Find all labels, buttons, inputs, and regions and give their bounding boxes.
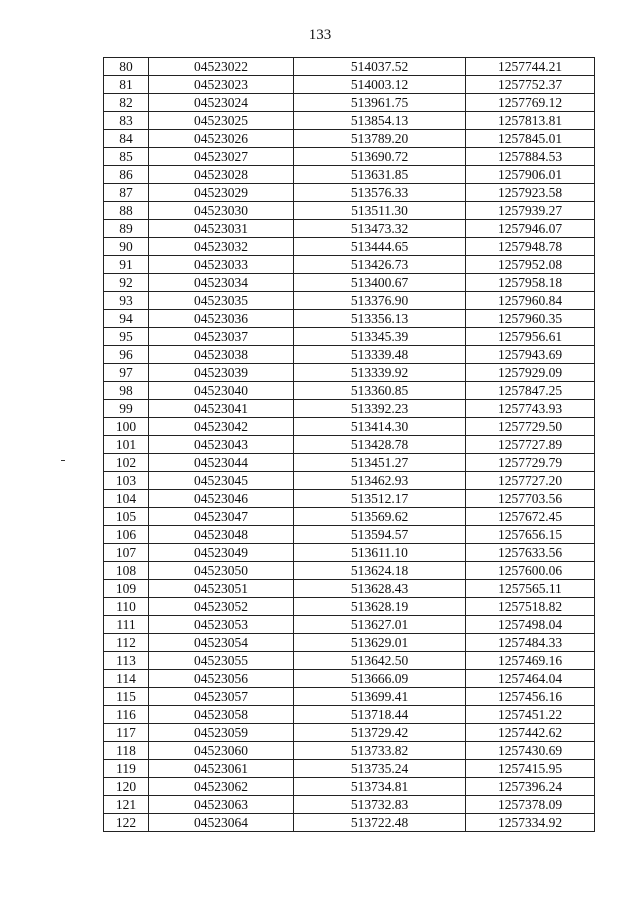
y-coordinate-cell: 1257960.84 — [466, 292, 595, 310]
y-coordinate-cell: 1257727.89 — [466, 436, 595, 454]
point-code-cell: 04523063 — [149, 796, 294, 814]
y-coordinate-cell: 1257565.11 — [466, 580, 595, 598]
point-number-cell: 102 — [104, 454, 149, 472]
table-row — [104, 598, 595, 616]
point-code-cell: 04523059 — [149, 724, 294, 742]
point-number-cell: 101 — [104, 436, 149, 454]
x-coordinate-cell: 513690.72 — [294, 148, 466, 166]
table-row — [104, 418, 595, 436]
y-coordinate-cell: 1257396.24 — [466, 778, 595, 796]
y-coordinate-cell: 1257415.95 — [466, 760, 595, 778]
y-coordinate-cell: 1257656.15 — [466, 526, 595, 544]
table-row — [104, 490, 595, 508]
point-code-cell: 04523027 — [149, 148, 294, 166]
x-coordinate-cell: 513627.01 — [294, 616, 466, 634]
point-code-cell: 04523041 — [149, 400, 294, 418]
point-number-cell: 95 — [104, 328, 149, 346]
point-number-cell: 99 — [104, 400, 149, 418]
x-coordinate-cell: 513729.42 — [294, 724, 466, 742]
point-number-cell: 112 — [104, 634, 149, 652]
table-row — [104, 544, 595, 562]
table-row — [104, 274, 595, 292]
table-row — [104, 364, 595, 382]
point-number-cell: 85 — [104, 148, 149, 166]
point-code-cell: 04523035 — [149, 292, 294, 310]
point-number-cell: 117 — [104, 724, 149, 742]
y-coordinate-cell: 1257845.01 — [466, 130, 595, 148]
table-row — [104, 346, 595, 364]
x-coordinate-cell: 513360.85 — [294, 382, 466, 400]
y-coordinate-cell: 1257334.92 — [466, 814, 595, 832]
y-coordinate-cell: 1257727.20 — [466, 472, 595, 490]
x-coordinate-cell: 513718.44 — [294, 706, 466, 724]
y-coordinate-cell: 1257744.21 — [466, 58, 595, 76]
table-row — [104, 562, 595, 580]
table-row — [104, 112, 595, 130]
point-code-cell: 04523033 — [149, 256, 294, 274]
point-code-cell: 04523054 — [149, 634, 294, 652]
x-coordinate-cell: 513961.75 — [294, 94, 466, 112]
x-coordinate-cell: 513400.67 — [294, 274, 466, 292]
x-coordinate-cell: 513642.50 — [294, 652, 466, 670]
margin-mark — [61, 460, 65, 461]
point-code-cell: 04523030 — [149, 202, 294, 220]
point-code-cell: 04523047 — [149, 508, 294, 526]
table-row — [104, 148, 595, 166]
x-coordinate-cell: 513414.30 — [294, 418, 466, 436]
y-coordinate-cell: 1257939.27 — [466, 202, 595, 220]
x-coordinate-cell: 513733.82 — [294, 742, 466, 760]
table-row — [104, 94, 595, 112]
point-number-cell: 114 — [104, 670, 149, 688]
table-row — [104, 310, 595, 328]
point-code-cell: 04523057 — [149, 688, 294, 706]
table-row — [104, 58, 595, 76]
table-row — [104, 202, 595, 220]
x-coordinate-cell: 513732.83 — [294, 796, 466, 814]
y-coordinate-cell: 1257884.53 — [466, 148, 595, 166]
x-coordinate-cell: 513611.10 — [294, 544, 466, 562]
point-code-cell: 04523049 — [149, 544, 294, 562]
x-coordinate-cell: 513392.23 — [294, 400, 466, 418]
table-row — [104, 400, 595, 418]
table-row — [104, 814, 595, 832]
point-code-cell: 04523034 — [149, 274, 294, 292]
point-code-cell: 04523048 — [149, 526, 294, 544]
table-row — [104, 526, 595, 544]
y-coordinate-cell: 1257906.01 — [466, 166, 595, 184]
point-number-cell: 118 — [104, 742, 149, 760]
point-code-cell: 04523058 — [149, 706, 294, 724]
point-number-cell: 91 — [104, 256, 149, 274]
x-coordinate-cell: 513666.09 — [294, 670, 466, 688]
point-number-cell: 105 — [104, 508, 149, 526]
point-code-cell: 04523046 — [149, 490, 294, 508]
point-number-cell: 94 — [104, 310, 149, 328]
x-coordinate-cell: 513735.24 — [294, 760, 466, 778]
table-row — [104, 436, 595, 454]
table-row — [104, 742, 595, 760]
point-code-cell: 04523025 — [149, 112, 294, 130]
x-coordinate-cell: 513722.48 — [294, 814, 466, 832]
table-row — [104, 796, 595, 814]
x-coordinate-cell: 513339.48 — [294, 346, 466, 364]
point-code-cell: 04523052 — [149, 598, 294, 616]
table-row — [104, 292, 595, 310]
x-coordinate-cell: 513594.57 — [294, 526, 466, 544]
x-coordinate-cell: 513473.32 — [294, 220, 466, 238]
x-coordinate-cell: 513426.73 — [294, 256, 466, 274]
x-coordinate-cell: 513376.90 — [294, 292, 466, 310]
x-coordinate-cell: 513569.62 — [294, 508, 466, 526]
x-coordinate-cell: 513624.18 — [294, 562, 466, 580]
x-coordinate-cell: 513789.20 — [294, 130, 466, 148]
y-coordinate-cell: 1257729.50 — [466, 418, 595, 436]
point-number-cell: 92 — [104, 274, 149, 292]
x-coordinate-cell: 513629.01 — [294, 634, 466, 652]
x-coordinate-cell: 513628.19 — [294, 598, 466, 616]
table-row — [104, 130, 595, 148]
point-code-cell: 04523037 — [149, 328, 294, 346]
table-row — [104, 724, 595, 742]
page-number: 133 — [308, 27, 332, 43]
point-code-cell: 04523050 — [149, 562, 294, 580]
point-code-cell: 04523029 — [149, 184, 294, 202]
point-number-cell: 89 — [104, 220, 149, 238]
point-code-cell: 04523036 — [149, 310, 294, 328]
point-code-cell: 04523039 — [149, 364, 294, 382]
x-coordinate-cell: 513576.33 — [294, 184, 466, 202]
point-code-cell: 04523042 — [149, 418, 294, 436]
y-coordinate-cell: 1257813.81 — [466, 112, 595, 130]
point-number-cell: 87 — [104, 184, 149, 202]
y-coordinate-cell: 1257518.82 — [466, 598, 595, 616]
x-coordinate-cell: 513631.85 — [294, 166, 466, 184]
y-coordinate-cell: 1257378.09 — [466, 796, 595, 814]
point-code-cell: 04523051 — [149, 580, 294, 598]
point-code-cell: 04523044 — [149, 454, 294, 472]
table-row — [104, 256, 595, 274]
y-coordinate-cell: 1257456.16 — [466, 688, 595, 706]
point-number-cell: 106 — [104, 526, 149, 544]
y-coordinate-cell: 1257847.25 — [466, 382, 595, 400]
y-coordinate-cell: 1257946.07 — [466, 220, 595, 238]
point-number-cell: 103 — [104, 472, 149, 490]
x-coordinate-cell: 513428.78 — [294, 436, 466, 454]
x-coordinate-cell: 514003.12 — [294, 76, 466, 94]
x-coordinate-cell: 513699.41 — [294, 688, 466, 706]
point-number-cell: 86 — [104, 166, 149, 184]
y-coordinate-cell: 1257469.16 — [466, 652, 595, 670]
point-code-cell: 04523024 — [149, 94, 294, 112]
table-row — [104, 454, 595, 472]
table-row — [104, 616, 595, 634]
point-number-cell: 80 — [104, 58, 149, 76]
point-number-cell: 107 — [104, 544, 149, 562]
point-code-cell: 04523038 — [149, 346, 294, 364]
x-coordinate-cell: 513451.27 — [294, 454, 466, 472]
point-number-cell: 110 — [104, 598, 149, 616]
point-code-cell: 04523031 — [149, 220, 294, 238]
point-number-cell: 111 — [104, 616, 149, 634]
point-number-cell: 116 — [104, 706, 149, 724]
point-number-cell: 83 — [104, 112, 149, 130]
table-row — [104, 778, 595, 796]
point-number-cell: 81 — [104, 76, 149, 94]
point-code-cell: 04523053 — [149, 616, 294, 634]
y-coordinate-cell: 1257752.37 — [466, 76, 595, 94]
point-code-cell: 04523061 — [149, 760, 294, 778]
table-row — [104, 220, 595, 238]
point-code-cell: 04523040 — [149, 382, 294, 400]
table-row — [104, 688, 595, 706]
point-number-cell: 104 — [104, 490, 149, 508]
x-coordinate-cell: 513734.81 — [294, 778, 466, 796]
table-row — [104, 238, 595, 256]
x-coordinate-cell: 514037.52 — [294, 58, 466, 76]
table-row — [104, 472, 595, 490]
y-coordinate-cell: 1257451.22 — [466, 706, 595, 724]
table-row — [104, 184, 595, 202]
table-row — [104, 652, 595, 670]
table-body — [104, 58, 595, 832]
point-number-cell: 119 — [104, 760, 149, 778]
point-number-cell: 120 — [104, 778, 149, 796]
y-coordinate-cell: 1257960.35 — [466, 310, 595, 328]
point-code-cell: 04523022 — [149, 58, 294, 76]
table-row — [104, 166, 595, 184]
y-coordinate-cell: 1257929.09 — [466, 364, 595, 382]
table-row — [104, 382, 595, 400]
point-number-cell: 96 — [104, 346, 149, 364]
y-coordinate-cell: 1257952.08 — [466, 256, 595, 274]
point-code-cell: 04523023 — [149, 76, 294, 94]
point-number-cell: 97 — [104, 364, 149, 382]
y-coordinate-cell: 1257672.45 — [466, 508, 595, 526]
y-coordinate-cell: 1257923.58 — [466, 184, 595, 202]
point-code-cell: 04523026 — [149, 130, 294, 148]
x-coordinate-cell: 513628.43 — [294, 580, 466, 598]
table-row — [104, 328, 595, 346]
table-row — [104, 508, 595, 526]
point-number-cell: 100 — [104, 418, 149, 436]
y-coordinate-cell: 1257633.56 — [466, 544, 595, 562]
x-coordinate-cell: 513511.30 — [294, 202, 466, 220]
point-code-cell: 04523045 — [149, 472, 294, 490]
y-coordinate-cell: 1257600.06 — [466, 562, 595, 580]
point-number-cell: 82 — [104, 94, 149, 112]
x-coordinate-cell: 513444.65 — [294, 238, 466, 256]
x-coordinate-cell: 513854.13 — [294, 112, 466, 130]
y-coordinate-cell: 1257703.56 — [466, 490, 595, 508]
x-coordinate-cell: 513345.39 — [294, 328, 466, 346]
point-code-cell: 04523062 — [149, 778, 294, 796]
y-coordinate-cell: 1257958.18 — [466, 274, 595, 292]
point-code-cell: 04523056 — [149, 670, 294, 688]
x-coordinate-cell: 513462.93 — [294, 472, 466, 490]
table-row — [104, 670, 595, 688]
point-code-cell: 04523043 — [149, 436, 294, 454]
table-row — [104, 634, 595, 652]
x-coordinate-cell: 513356.13 — [294, 310, 466, 328]
table-row — [104, 706, 595, 724]
x-coordinate-cell: 513339.92 — [294, 364, 466, 382]
point-number-cell: 88 — [104, 202, 149, 220]
y-coordinate-cell: 1257743.93 — [466, 400, 595, 418]
coordinates-table — [103, 57, 595, 832]
point-number-cell: 121 — [104, 796, 149, 814]
point-number-cell: 109 — [104, 580, 149, 598]
point-code-cell: 04523064 — [149, 814, 294, 832]
y-coordinate-cell: 1257464.04 — [466, 670, 595, 688]
point-number-cell: 90 — [104, 238, 149, 256]
point-code-cell: 04523055 — [149, 652, 294, 670]
point-number-cell: 93 — [104, 292, 149, 310]
point-number-cell: 113 — [104, 652, 149, 670]
y-coordinate-cell: 1257948.78 — [466, 238, 595, 256]
y-coordinate-cell: 1257729.79 — [466, 454, 595, 472]
point-code-cell: 04523060 — [149, 742, 294, 760]
point-code-cell: 04523032 — [149, 238, 294, 256]
y-coordinate-cell: 1257430.69 — [466, 742, 595, 760]
y-coordinate-cell: 1257498.04 — [466, 616, 595, 634]
y-coordinate-cell: 1257769.12 — [466, 94, 595, 112]
point-number-cell: 115 — [104, 688, 149, 706]
table-row — [104, 580, 595, 598]
point-number-cell: 98 — [104, 382, 149, 400]
point-number-cell: 84 — [104, 130, 149, 148]
table-row — [104, 76, 595, 94]
point-number-cell: 122 — [104, 814, 149, 832]
y-coordinate-cell: 1257442.62 — [466, 724, 595, 742]
y-coordinate-cell: 1257956.61 — [466, 328, 595, 346]
point-code-cell: 04523028 — [149, 166, 294, 184]
point-number-cell: 108 — [104, 562, 149, 580]
y-coordinate-cell: 1257943.69 — [466, 346, 595, 364]
y-coordinate-cell: 1257484.33 — [466, 634, 595, 652]
table-row — [104, 760, 595, 778]
x-coordinate-cell: 513512.17 — [294, 490, 466, 508]
